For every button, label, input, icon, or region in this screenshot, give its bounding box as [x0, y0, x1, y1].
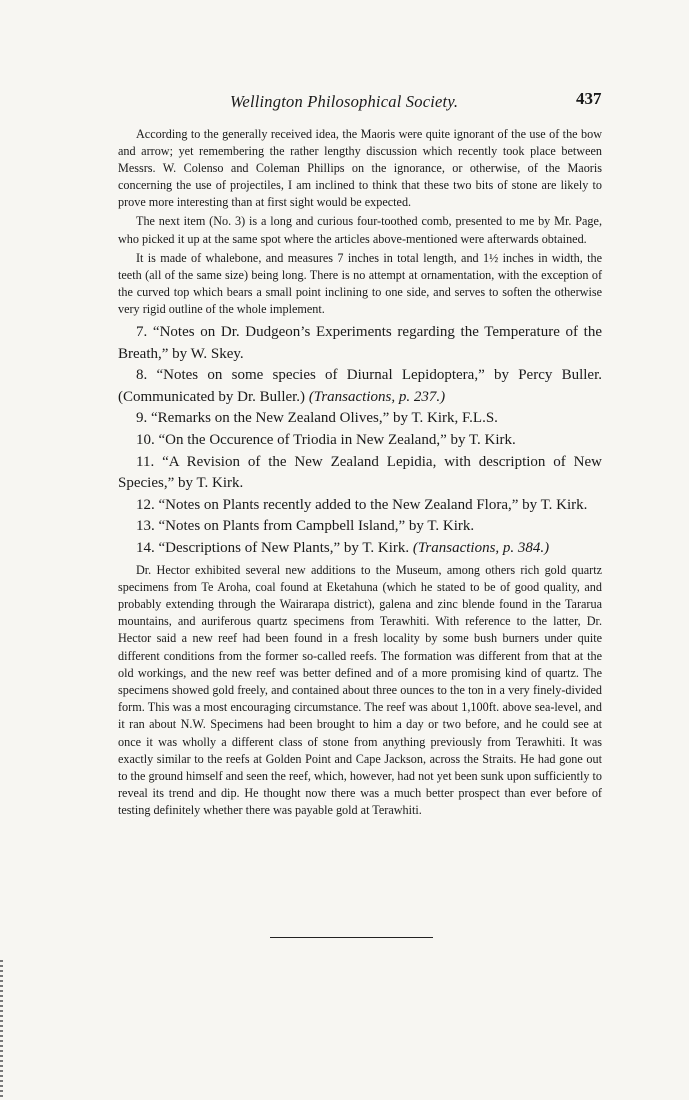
running-title: Wellington Philosophical Society.: [230, 92, 459, 111]
paper-item: [118, 538, 602, 560]
paper-item: [118, 430, 602, 452]
papers-list: [118, 322, 602, 560]
paper-publication: (Transactions, p. 384.): [412, 539, 550, 556]
paper-text: 12. “Notes on Plants recently added to the New Zealand Flora,” by T. Kirk.: [136, 496, 588, 513]
paper-text: 13. “Notes on Plants from Campbell Island,” by T. Kirk.: [136, 518, 475, 535]
page-body: [118, 126, 602, 820]
paper-text: 8. “Notes on some species of Diurnal Lepidoptera,” by Percy Buller. (Communicated by Dr. Buller.): [118, 367, 602, 405]
intro-paragraph: According to the generally received idea, the Maoris were quite ignorant of the use of the bow and arrow; yet remembering the rather lengthy discussion which recently took place between Messrs. W. Colenso and Coleman Phillips on the ignorance, or otherwise, of the Maoris concerning the use of projectiles, I am inclined to think that these two bits of stone are likely to prove more interesting than at first sight would be expected.: [118, 127, 602, 210]
paper-publication: (Transactions, p. 237.): [308, 388, 446, 405]
paper-item: [118, 408, 602, 430]
paper-text: 14. “Descriptions of New Plants,” by T. Kirk.: [136, 539, 413, 556]
closing-paragraph: Dr. Hector exhibited several new additions to the Museum, among others rich gold quartz specimens from Te Aroha, coal found at Eketahuna (which he stated to be of good quality, and probably extending through the Wairarapa district), galena and zinc blende found in the Tararua mountains, and auriferous quartz specimens from Terawhiti. With reference to the latter, Dr. Hector said a new reef had been found in a fresh locality by some bush burners under quite different conditions from the former so-called reefs. The formation was different from that at the old workings, and the new reef was better defined and of a more promising kind of quartz. The specimens showed gold freely, and contained about three ounces to the ton in a very finely-divided form. This was a most encouraging circumstance. The reef was about 1,100ft. above sea-level, and it ran about N.W. Specimens had been brought to him a day or two before, and he could see at once it was wholly a different class of stone from anything previously from Terawhiti. It was exactly similar to the reefs at Golden Point and Cape Jackson, across the Straits. He had gone out to the ground himself and seen the reef, which, however, had not yet been sunk upon sufficiently to reveal its trend and dip. He thought now there was a much better prospect than ever before of testing definitely whether there was payable gold at Terawhiti.: [118, 562, 602, 818]
paper-text: 7. “Notes on Dr. Dudgeon’s Experiments regarding the Temperature of the Breath,” by W. Skey.: [118, 324, 602, 362]
section-divider: [270, 937, 433, 938]
paper-item: [118, 322, 602, 365]
paper-item: [118, 516, 602, 538]
paper-text: 9. “Remarks on the New Zealand Olives,” by T. Kirk, F.L.S.: [136, 410, 498, 427]
scan-edge-mark: [0, 960, 3, 1098]
paper-text: 11. “A Revision of the New Zealand Lepidia, with description of New Species,” by T. Kirk.: [118, 453, 602, 492]
page-number: 437: [576, 89, 602, 108]
paper-text: 10. “On the Occurence of Triodia in New Zealand,” by T. Kirk.: [136, 432, 516, 448]
page-header: [0, 89, 689, 116]
paper-item: [118, 365, 602, 408]
intro-paragraph: It is made of whalebone, and measures 7 inches in total length, and 1½ inches in width, the teeth (all of the same size) being long. There is no attempt at ornamentation, with the exception of the curved top which bears a small point inclining to one side, and serves to soften the otherwise very rigid outline of the whole implement.: [118, 250, 602, 316]
paper-item: [118, 452, 602, 495]
paper-item: [118, 495, 602, 517]
intro-paragraph: The next item (No. 3) is a long and curious four-toothed comb, presented to me by Mr. Page, who picked it up at the same spot where the articles above-mentioned were afterwards obtained.: [118, 214, 602, 246]
